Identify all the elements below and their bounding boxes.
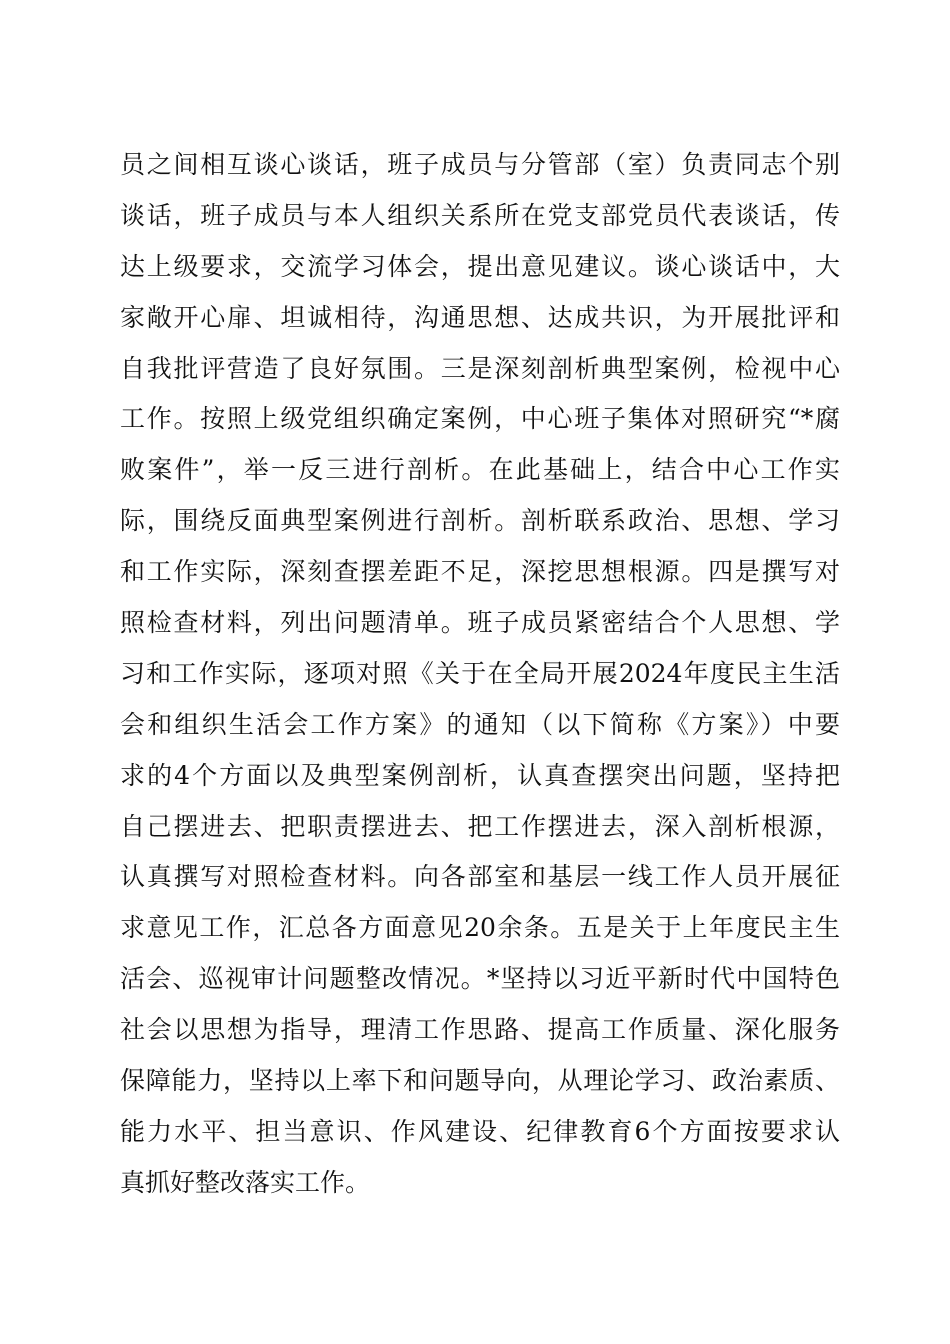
paragraph-line: 能力水平、担当意识、作风建设、纪律教育6个方面按要求认 bbox=[120, 1116, 840, 1146]
paragraph-line: 员之间相互谈心谈话，班子成员与分管部（室）负责同志个别 bbox=[120, 150, 840, 179]
paragraph-line: 求意见工作，汇总各方面意见20余条。五是关于上年度民主生 bbox=[120, 913, 840, 943]
paragraph-line: 求的4个方面以及典型案例剖析，认真查摆突出问题，坚持把 bbox=[120, 760, 840, 790]
paragraph-line: 和工作实际，深刻查摆差距不足，深挖思想根源。四是撰写对 bbox=[120, 557, 840, 587]
paragraph-line: 照检查材料，列出问题清单。班子成员紧密结合个人思想、学 bbox=[120, 608, 840, 638]
paragraph-line: 真抓好整改落实工作。 bbox=[120, 1167, 371, 1197]
paragraph-line: 际，围绕反面典型案例进行剖析。剖析联系政治、思想、学习 bbox=[120, 506, 840, 536]
paragraph-line: 败案件”，举一反三进行剖析。在此基础上，结合中心工作实 bbox=[120, 455, 840, 485]
paragraph-line: 保障能力，坚持以上率下和问题导向，从理论学习、政治素质、 bbox=[120, 1066, 840, 1096]
paragraph-line: 习和工作实际，逐项对照《关于在全局开展2024年度民主生活 bbox=[120, 658, 840, 688]
paragraph-line: 家敞开心扉、坦诚相待，沟通思想、达成共识，为开展批评和 bbox=[120, 302, 840, 332]
paragraph-line: 自我批评营造了良好氛围。三是深刻剖析典型案例，检视中心 bbox=[120, 353, 840, 383]
body-paragraph bbox=[120, 140, 840, 1209]
paragraph-line: 活会、巡视审计问题整改情况。*坚持以习近平新时代中国特色 bbox=[120, 964, 840, 994]
paragraph-line: 自己摆进去、把职责摆进去、把工作摆进去，深入剖析根源， bbox=[120, 811, 840, 841]
paragraph-line: 谈话，班子成员与本人组织关系所在党支部党员代表谈话，传 bbox=[120, 200, 840, 230]
paragraph-line: 工作。按照上级党组织确定案例，中心班子集体对照研究“*腐 bbox=[120, 404, 840, 434]
paragraph-line: 达上级要求，交流学习体会，提出意见建议。谈心谈话中，大 bbox=[120, 251, 840, 281]
paragraph-line: 社会以思想为指导，理清工作思路、提高工作质量、深化服务 bbox=[120, 1015, 840, 1045]
paragraph-line: 认真撰写对照检查材料。向各部室和基层一线工作人员开展征 bbox=[120, 862, 840, 892]
paragraph-line: 会和组织生活会工作方案》的通知（以下简称《方案》）中要 bbox=[120, 709, 840, 739]
